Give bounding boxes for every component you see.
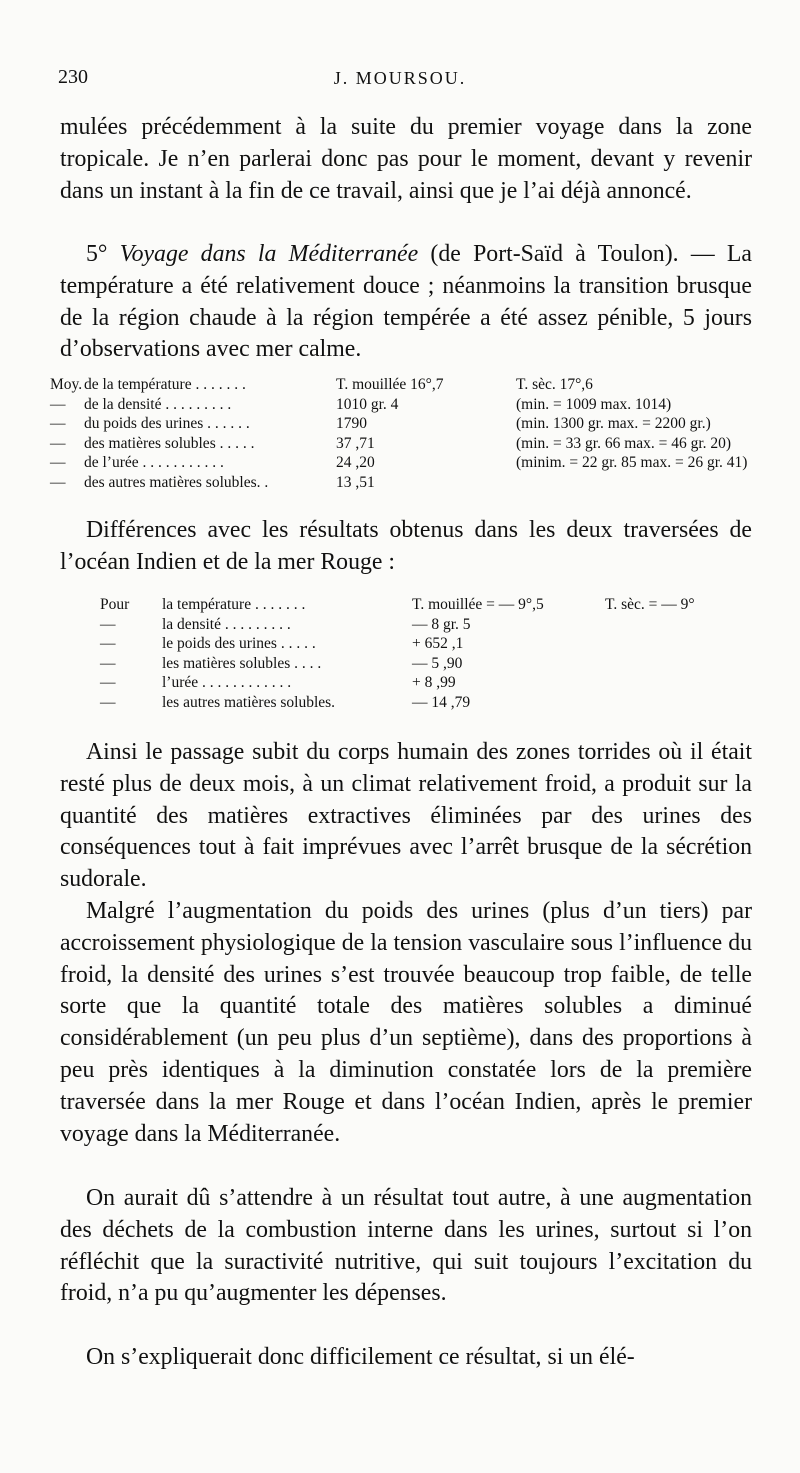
row-value: 1790 <box>336 415 367 432</box>
row-prefix: — <box>50 395 66 413</box>
page-number: 230 <box>58 66 88 88</box>
row-label: la densité . . . . . . . . . <box>162 615 291 633</box>
row-value: T. mouillée = — 9°,5 <box>412 596 544 613</box>
table-row <box>100 673 740 693</box>
section-text: (de Port-Saïd à Toulon). — La température a été relativement douce ; néanmoins la transition brusque de la région chaude à la région tempérée a été assez pénible, 5 jours d’observations avec mer calme. <box>60 241 752 363</box>
paragraph-1: mulées précédemment à la suite du premier voyage dans la zone tropicale. Je n’en parlerai donc pas pour le moment, devant y revenir dans un instant à la fin de ce travail, ainsi que je l’ai déjà annoncé. <box>60 114 752 204</box>
row-value: — 5 ,90 <box>412 654 463 672</box>
row-prefix: Pour <box>100 596 130 613</box>
row-range: T. sèc. 17°,6 <box>516 376 593 393</box>
row-prefix: — <box>100 674 116 691</box>
row-value: — 8 gr. 5 <box>412 615 471 633</box>
row-prefix: — <box>50 434 66 452</box>
row-prefix: — <box>100 635 116 652</box>
row-range: (min. = 1009 max. 1014) <box>516 395 672 413</box>
section-number: 5° <box>86 241 120 267</box>
row-prefix: — <box>50 473 66 491</box>
table-row <box>100 634 740 654</box>
row-range: (min. 1300 gr. max. = 2200 gr.) <box>516 415 711 432</box>
table-averages <box>50 375 750 492</box>
row-range: (minim. = 22 gr. 85 max. = 26 gr. 41) <box>516 454 748 471</box>
table-row <box>50 375 750 395</box>
row-label: de la densité . . . . . . . . . <box>84 395 232 413</box>
row-value: 1010 gr. 4 <box>336 395 399 413</box>
row-label: des matières solubles . . . . . <box>84 434 255 452</box>
row-prefix: Moy. <box>50 376 83 393</box>
row-value: + 8 ,99 <box>412 674 456 691</box>
row-prefix: — <box>50 415 66 432</box>
row-label: de la température . . . . . . . <box>84 376 246 393</box>
table-row <box>100 654 740 674</box>
row-value: + 652 ,1 <box>412 635 464 652</box>
paragraph-6: On aurait dû s’attendre à un résultat tout autre, à une augmentation des déchets de la combustion interne dans les urines, surtout si l’on réfléchit que la suractivité nutritive, qui suit toujours l’excitation du froid, n’a pu qu’augmenter les dépenses. <box>60 1185 752 1307</box>
row-label: du poids des urines . . . . . . <box>84 415 250 432</box>
row-value: 37 ,71 <box>336 434 375 452</box>
row-label: le poids des urines . . . . . <box>162 635 316 652</box>
row-value: 13 ,51 <box>336 473 375 491</box>
row-range: T. sèc. = — 9° <box>605 596 695 613</box>
paragraph-5: Malgré l’augmentation du poids des urines (plus d’un tiers) par accroissement physiologique de la tension vasculaire sous l’influence du froid, la densité des urines s’est trouvée beaucoup trop faible, de telle sorte que la quantité totale des matières solubles a diminué considérablement (un peu plus d’un septième), dans des proportions à peu près identiques à la diminution constatée lors de la première traversée dans la mer Rouge et dans l’océan Indien, après le premier voyage dans la Méditerranée. <box>60 898 752 1147</box>
paragraph-7: On s’expliquerait donc difficilement ce résultat, si un élé- <box>86 1344 635 1370</box>
row-prefix: — <box>100 693 116 711</box>
table-row <box>50 414 750 434</box>
row-label: les matières solubles . . . . <box>162 654 322 672</box>
row-prefix: — <box>100 615 116 633</box>
table-row <box>50 434 750 454</box>
row-label: de l’urée . . . . . . . . . . . <box>84 454 224 471</box>
table-differences <box>100 595 740 712</box>
row-label: l’urée . . . . . . . . . . . . <box>162 674 292 691</box>
table-row <box>50 395 750 415</box>
paragraph-2 <box>60 239 752 366</box>
row-value: T. mouillée 16°,7 <box>336 376 444 393</box>
table-row <box>50 473 750 493</box>
running-title: J. MOURSOU. <box>333 68 467 88</box>
row-value: 24 ,20 <box>336 454 375 471</box>
row-label: la température . . . . . . . <box>162 596 306 613</box>
paragraph-4: Ainsi le passage subit du corps humain des zones torrides où il était resté plus de deux mois, à un climat relativement froid, a produit sur la quantité des matières extractives éliminées par des urines des conséquences tout à fait imprévues avec l’arrêt brusque de la sécrétion sudorale. <box>60 739 752 893</box>
table-row <box>50 453 750 473</box>
row-prefix: — <box>100 654 116 672</box>
section-title: Voyage dans la Méditerranée <box>119 241 419 267</box>
table-row <box>100 595 740 615</box>
row-label: des autres matières solubles. . <box>84 473 269 491</box>
row-label: les autres matières solubles. <box>162 693 336 711</box>
row-value: — 14 ,79 <box>412 693 471 711</box>
row-range: (min. = 33 gr. 66 max. = 46 gr. 20) <box>516 434 732 452</box>
page-header <box>58 66 742 94</box>
table-row <box>100 693 740 713</box>
paragraph-3: Différences avec les résultats obtenus dans les deux traversées de l’océan Indien et de la mer Rouge : <box>60 517 752 575</box>
row-prefix: — <box>50 454 66 471</box>
table-row <box>100 615 740 635</box>
